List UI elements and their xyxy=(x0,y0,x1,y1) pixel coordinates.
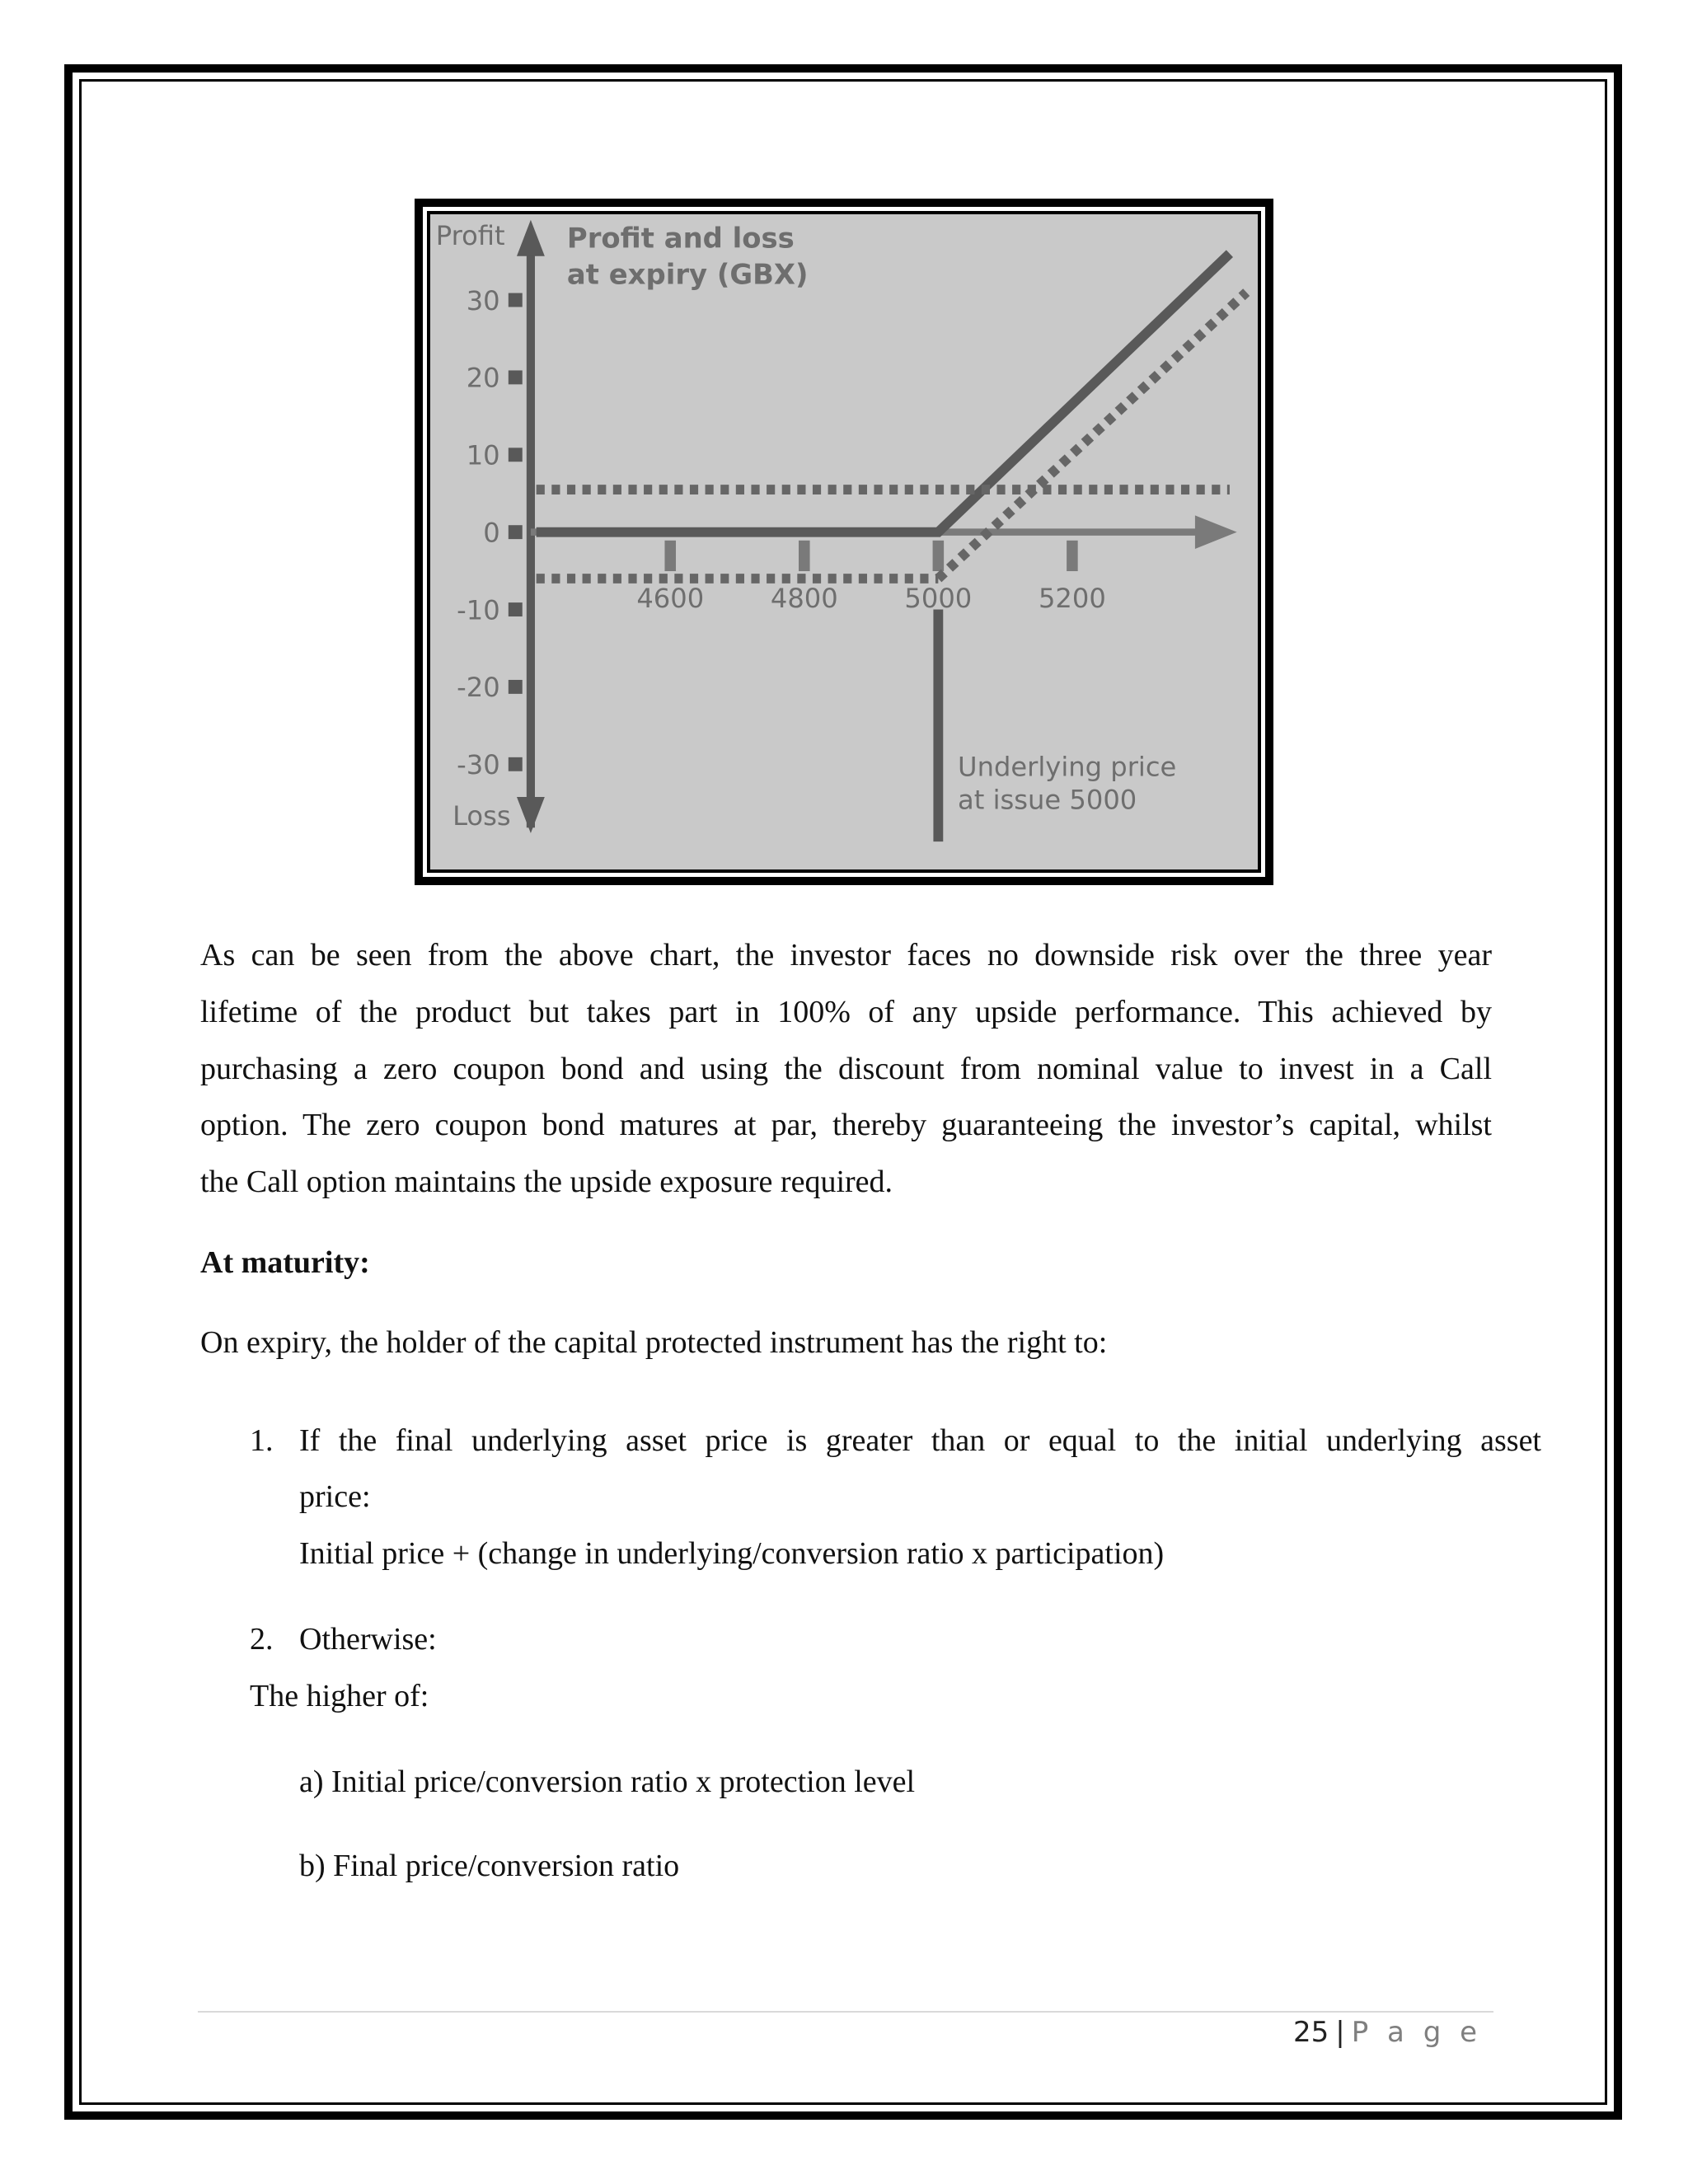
chart-title-line-2: at expiry (GBX) xyxy=(566,258,809,291)
x-tick-label: 5000 xyxy=(904,583,973,614)
list-number-2: 2. xyxy=(250,1622,274,1657)
paragraph-line: As can be seen from the above chart, the investor faces no downside risk over the three year xyxy=(200,938,1492,972)
paragraph-line: the Call option maintains the upside exposure required. xyxy=(200,1165,893,1199)
list-item-2 xyxy=(250,1611,744,1668)
x-tick-mark xyxy=(1067,541,1078,571)
page-number: 25 xyxy=(1293,2016,1329,2049)
y-tick-label: -30 xyxy=(457,749,500,781)
footer-separator: | xyxy=(1335,2016,1345,2049)
list-item-1-line-1: If the final underlying asset price is greater than or equal to the initial underlying asset xyxy=(299,1423,1541,1458)
y-tick-mark xyxy=(509,293,523,307)
intro-sentence: On expiry, the holder of the capital protected instrument has the right to: xyxy=(200,1325,1108,1360)
y-tick-mark xyxy=(509,525,523,539)
y-tick-label: 20 xyxy=(466,362,500,394)
y-tick-mark xyxy=(509,448,523,462)
payoff-chart xyxy=(430,214,1258,869)
y-tick-mark xyxy=(509,680,523,694)
x-tick-label: 4600 xyxy=(636,583,705,614)
x-tick-label: 5200 xyxy=(1038,583,1106,614)
option-b: b) Final price/conversion ratio xyxy=(299,1849,680,1883)
y-tick-label: 0 xyxy=(483,517,500,549)
paragraph-line: lifetime of the product but takes part in 100% of any upside performance. This achieved by xyxy=(200,995,1492,1029)
x-tick-label: 4800 xyxy=(770,583,838,614)
y-tick-mark xyxy=(509,602,523,616)
y-label-profit: Profit xyxy=(435,220,505,252)
footer-rule xyxy=(198,2011,1493,2013)
y-tick-mark xyxy=(509,757,523,771)
page-label: P a g e xyxy=(1351,2016,1482,2049)
x-tick-mark xyxy=(664,541,676,571)
section-heading: At maturity: xyxy=(200,1245,370,1280)
y-tick-label: 30 xyxy=(466,284,500,316)
chart-title-line-1: Profit and loss xyxy=(566,222,795,255)
list-item-1-formula: Initial price + (change in underlying/conversion ratio x participation) xyxy=(299,1536,1165,1571)
y-tick-mark xyxy=(509,370,523,384)
list-item-1 xyxy=(250,1413,1541,1528)
annotation-line-2: at issue 5000 xyxy=(958,784,1137,816)
y-tick-label: -20 xyxy=(457,672,500,704)
option-a: a) Initial price/conversion ratio x protection level xyxy=(299,1765,916,1799)
paragraph-line: option. The zero coupon bond matures at par, thereby guaranteeing the investor’s capital, whilst xyxy=(200,1108,1492,1142)
annotation-line-1: Underlying price xyxy=(958,751,1177,783)
list-item-2-text: Otherwise: xyxy=(299,1622,437,1657)
y-label-loss: Loss xyxy=(452,799,511,832)
paragraph-line: purchasing a zero coupon bond and using the discount from nominal value to invest in a Call xyxy=(200,1052,1492,1086)
page-footer xyxy=(1293,2016,1482,2049)
y-tick-label: 10 xyxy=(466,439,500,471)
y-tick-label: -10 xyxy=(457,594,500,626)
x-tick-mark xyxy=(799,541,810,571)
chart-frame xyxy=(415,199,1273,885)
list-number-1: 1. xyxy=(250,1423,274,1458)
list-item-1-line-2: price: xyxy=(299,1479,371,1514)
higher-of-label: The higher of: xyxy=(250,1679,429,1713)
x-tick-mark xyxy=(933,541,945,571)
